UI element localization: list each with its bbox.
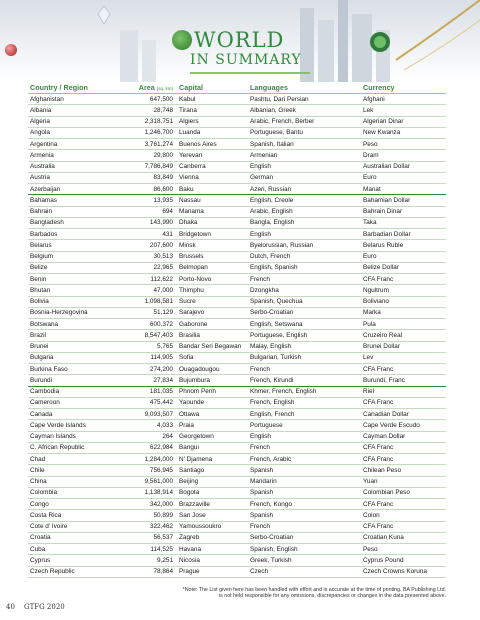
cell-languages: Dutch, French: [250, 253, 291, 261]
cell-currency: Croatian Kuna: [363, 534, 404, 542]
table-row: [28, 353, 446, 364]
page-number: 40: [6, 603, 15, 611]
cell-area: 622,984: [149, 444, 173, 452]
cell-languages: French: [250, 523, 270, 531]
table-row: [28, 117, 446, 128]
cell-currency: Brunei Dollar: [363, 343, 400, 351]
cell-languages: French: [250, 365, 270, 373]
cell-country: Angola: [30, 129, 50, 137]
cell-languages: Portuguese: [250, 421, 283, 429]
table-row: [28, 240, 446, 251]
cell-currency: CFA Franc: [363, 399, 394, 407]
cell-currency: Lev: [363, 354, 374, 362]
cell-area: 600,372: [149, 320, 173, 328]
table-row: [28, 128, 446, 139]
cell-area: 694: [162, 208, 173, 216]
cell-capital: Manama: [179, 208, 204, 216]
table-header-row: [28, 82, 446, 94]
cell-area: 29,800: [153, 151, 173, 159]
cell-languages: Bangla, English: [250, 219, 295, 227]
cell-languages: Arabic, French, Berber: [250, 118, 315, 126]
cell-currency: Yuan: [363, 478, 378, 486]
cell-area: 207,600: [149, 241, 173, 249]
cell-languages: Portuguese, Bantu: [250, 129, 303, 137]
cell-capital: Prague: [179, 568, 200, 576]
header-languages: Languages: [250, 83, 288, 92]
cell-languages: Pashtu, Dari Persian: [250, 95, 309, 103]
cell-area: 83,849: [153, 174, 173, 182]
cell-country: Bosnia-Herzegovina: [30, 309, 88, 317]
cell-currency: Belize Dollar: [363, 264, 399, 272]
cell-area: 27,834: [153, 376, 173, 384]
cell-capital: Thimphu: [179, 286, 204, 294]
cell-currency: Riel: [363, 388, 375, 396]
cell-country: Belarus: [30, 241, 52, 249]
page-header: [0, 0, 480, 82]
cell-country: Albania: [30, 106, 52, 114]
table-row: [28, 488, 446, 499]
table-row: [28, 465, 446, 476]
cell-country: Algeria: [30, 118, 50, 126]
cell-capital: Buenos Aires: [179, 140, 217, 148]
cell-languages: English, Setswana: [250, 320, 303, 328]
cell-currency: Cruzeiro Real: [363, 331, 403, 339]
cell-currency: Bahamian Dollar: [363, 196, 411, 204]
table-row: [28, 274, 446, 285]
cell-country: Armenia: [30, 151, 54, 159]
cell-capital: Canberra: [179, 163, 206, 171]
cell-currency: Peso: [363, 140, 378, 148]
cell-currency: Lek: [363, 106, 374, 114]
header-country: Country / Region: [30, 83, 88, 92]
cell-country: C. African Republic: [30, 444, 85, 452]
cell-languages: Albanian, Greek: [250, 106, 296, 114]
table-row: [28, 139, 446, 150]
cell-languages: Byelorussian, Russian: [250, 241, 314, 249]
header-capital: Capital: [179, 83, 203, 92]
cell-country: Congo: [30, 500, 49, 508]
cell-area: 22,965: [153, 264, 173, 272]
cell-capital: Nassau: [179, 196, 201, 204]
cell-area: 78,864: [153, 568, 173, 576]
cell-languages: Spanish: [250, 466, 274, 474]
cell-country: Cape Verde Islands: [30, 421, 86, 429]
cell-languages: Bulgarian, Turkish: [250, 354, 302, 362]
table-row: [28, 252, 446, 263]
cell-capital: Ottawa: [179, 410, 200, 418]
table-row: [28, 162, 446, 173]
ruby-gem-icon: [5, 44, 17, 56]
footnote-line-2: is not held responsible for any omissions, discrepancies or changes in the data presented above.: [218, 593, 446, 599]
cell-capital: Vienna: [179, 174, 199, 182]
table-row: [28, 555, 446, 566]
cell-capital: Bujumbura: [179, 376, 210, 384]
table-row: [28, 499, 446, 510]
cell-currency: Dram: [363, 151, 379, 159]
cell-currency: Belarus Ruble: [363, 241, 404, 249]
cell-area: 9,251: [157, 556, 173, 564]
cell-languages: Spanish: [250, 489, 274, 497]
cell-capital: Bandar Seri Begawan: [179, 343, 242, 351]
cell-capital: Brasilia: [179, 331, 200, 339]
cell-country: Barbados: [30, 230, 58, 238]
cell-capital: Ouagadougou: [179, 365, 220, 373]
table-row: [28, 184, 446, 195]
table-row: [28, 150, 446, 161]
cell-languages: Serbo-Croatian: [250, 534, 294, 542]
cell-capital: Gaborone: [179, 320, 208, 328]
table-row: [28, 398, 446, 409]
cell-area: 3,761,274: [144, 140, 173, 148]
cell-area: 647,500: [149, 95, 173, 103]
cell-area: 2,318,751: [144, 118, 173, 126]
table-row: [28, 510, 446, 521]
cell-country: Bhutan: [30, 286, 51, 294]
cell-currency: CFA Franc: [363, 500, 394, 508]
cell-area: 1,138,914: [144, 489, 173, 497]
table-row: [28, 454, 446, 465]
cell-area: 264: [162, 433, 173, 441]
cell-area: 143,990: [149, 219, 173, 227]
cell-area: 7,786,849: [144, 163, 173, 171]
header-area-label: Area: [138, 83, 155, 92]
cell-capital: Yamoussoukro: [179, 523, 222, 531]
cell-area: 274,200: [149, 365, 173, 373]
footnote-line-1: *Note: The List given here has been handled with effort and is accurate at the time of printing. BA Publishing Ltd.: [182, 587, 446, 593]
cell-capital: Zagreb: [179, 534, 200, 542]
cell-capital: Yerevan: [179, 151, 203, 159]
cell-country: Bangladesh: [30, 219, 64, 227]
cell-currency: Boliviano: [363, 298, 389, 306]
cell-area: 50,899: [153, 511, 173, 519]
cell-languages: English: [250, 230, 271, 238]
cell-capital: Belmopan: [179, 264, 208, 272]
cell-capital: Luanda: [179, 129, 201, 137]
cell-area: 322,462: [149, 523, 173, 531]
cell-languages: French, English: [250, 399, 295, 407]
cell-capital: Kabul: [179, 95, 196, 103]
cell-country: Brunei: [30, 343, 49, 351]
cell-capital: N' Djamena: [179, 455, 213, 463]
header-area: [124, 83, 176, 92]
cell-area: 86,600: [153, 185, 173, 193]
cell-area: 9,561,000: [144, 478, 173, 486]
table-row: [28, 432, 446, 443]
cell-languages: Greek, Turkish: [250, 556, 292, 564]
cell-languages: English, Creole: [250, 196, 294, 204]
cell-languages: English: [250, 163, 271, 171]
cell-currency: New Kwanza: [363, 129, 401, 137]
table-row: [28, 94, 446, 105]
table-row: [28, 342, 446, 353]
cell-currency: Cyprus Pound: [363, 556, 404, 564]
cell-area: 51,129: [153, 309, 173, 317]
table-row: [28, 522, 446, 533]
cell-area: 28,748: [153, 106, 173, 114]
cell-country: China: [30, 478, 47, 486]
cell-capital: Brazzaville: [179, 500, 210, 508]
table-row: [28, 218, 446, 229]
cell-currency: Czech Crowns Koruna: [363, 568, 427, 576]
cell-currency: Colon: [363, 511, 380, 519]
publication-name: GTFG 2020: [24, 603, 65, 611]
cell-capital: Bangui: [179, 444, 199, 452]
table-row: [28, 364, 446, 375]
cell-country: Chad: [30, 455, 46, 463]
table-row: [28, 308, 446, 319]
table-row: [28, 263, 446, 274]
cell-languages: Mandarin: [250, 478, 277, 486]
cell-capital: Bogota: [179, 489, 200, 497]
table-row: [28, 477, 446, 488]
cell-currency: Colombian Peso: [363, 489, 410, 497]
cell-country: Cameroon: [30, 399, 60, 407]
cell-currency: Taka: [363, 219, 377, 227]
cell-country: Burkina Faso: [30, 365, 68, 373]
cell-languages: Serbo-Croatian: [250, 309, 294, 317]
table-row: [28, 544, 446, 555]
header-currency: Currency: [363, 83, 395, 92]
table-body: [28, 94, 446, 578]
cell-area: 1,098,581: [144, 298, 173, 306]
cell-currency: Manat: [363, 185, 381, 193]
cell-country: Cayman Islands: [30, 433, 76, 441]
cell-capital: Algiers: [179, 118, 199, 126]
cell-capital: Georgetown: [179, 433, 214, 441]
cell-area: 30,513: [153, 253, 173, 261]
cell-country: Chile: [30, 466, 45, 474]
cell-capital: Phnom Penh: [179, 388, 216, 396]
cell-languages: Portuguese, English: [250, 331, 308, 339]
cell-country: Benin: [30, 275, 47, 283]
cell-currency: Algerian Dinar: [363, 118, 404, 126]
cell-country: Australia: [30, 163, 55, 171]
cell-currency: Burundi, Franc: [363, 376, 405, 384]
cell-capital: Tirana: [179, 106, 197, 114]
cell-capital: Yaounde: [179, 399, 205, 407]
title-in-summary: IN SUMMARY: [190, 52, 302, 68]
table-row: [28, 105, 446, 116]
cell-capital: Havana: [179, 545, 202, 553]
cell-languages: German: [250, 174, 274, 182]
cell-currency: Cayman Dollar: [363, 433, 406, 441]
cell-area: 8,547,403: [144, 331, 173, 339]
cell-languages: Spanish, English: [250, 545, 298, 553]
cell-languages: Spanish, Quechua: [250, 298, 303, 306]
cell-country: Croatia: [30, 534, 51, 542]
cell-languages: French: [250, 444, 270, 452]
title-world: WORLD: [194, 28, 285, 52]
cell-country: Bahamas: [30, 196, 57, 204]
cell-currency: Peso: [363, 545, 378, 553]
cell-capital: Baku: [179, 185, 194, 193]
cell-capital: Sofia: [179, 354, 194, 362]
cell-area: 342,000: [149, 500, 173, 508]
cell-languages: Dzongkha: [250, 286, 279, 294]
cell-area: 431: [162, 230, 173, 238]
cell-currency: Chilean Peso: [363, 466, 402, 474]
cell-languages: Armenian: [250, 151, 278, 159]
cell-languages: Czech: [250, 568, 269, 576]
cell-capital: Sucre: [179, 298, 196, 306]
cell-currency: Barbadian Dollar: [363, 230, 411, 238]
table-row: [28, 229, 446, 240]
table-row: [28, 409, 446, 420]
cell-area: 1,246,700: [144, 129, 173, 137]
cell-area: 13,935: [153, 196, 173, 204]
cell-currency: Euro: [363, 253, 377, 261]
cell-languages: English, French: [250, 410, 295, 418]
cell-capital: Porto-Novo: [179, 275, 212, 283]
cell-country: Cote d' Ivoire: [30, 523, 68, 531]
cell-country: Canada: [30, 410, 53, 418]
cell-area: 47,000: [153, 286, 173, 294]
cell-country: Austria: [30, 174, 50, 182]
cell-languages: French: [250, 275, 270, 283]
table-row: [28, 375, 446, 386]
cell-country: Costa Rica: [30, 511, 62, 519]
table-row: [28, 207, 446, 218]
cell-country: Belize: [30, 264, 48, 272]
cell-country: Bulgaria: [30, 354, 54, 362]
footnote: [150, 587, 446, 599]
title-underline: [190, 72, 310, 74]
page-title: [172, 26, 332, 78]
cell-languages: Arabic, English: [250, 208, 293, 216]
cell-currency: Canadian Dollar: [363, 410, 409, 418]
cell-area: 114,525: [150, 545, 173, 553]
table-row: [28, 195, 446, 206]
cell-capital: Beijing: [179, 478, 199, 486]
cell-currency: Marka: [363, 309, 381, 317]
cell-country: Argentina: [30, 140, 58, 148]
cell-capital: Praia: [179, 421, 194, 429]
cell-area: 475,442: [149, 399, 173, 407]
cell-currency: CFA Franc: [363, 455, 394, 463]
cell-languages: French, Kongo: [250, 500, 292, 508]
cell-country: Brazil: [30, 331, 46, 339]
table-row: [28, 319, 446, 330]
table-row: [28, 567, 446, 578]
cell-capital: Brussels: [179, 253, 204, 261]
cell-country: Cuba: [30, 545, 46, 553]
cell-capital: Sarajevo: [179, 309, 205, 317]
cell-currency: Euro: [363, 174, 377, 182]
cell-area: 114,905: [150, 354, 173, 362]
table-row: [28, 330, 446, 341]
table-row: [28, 387, 446, 398]
cell-languages: English: [250, 433, 271, 441]
cell-languages: Azeri, Russian: [250, 185, 292, 193]
cell-country: Bolivia: [30, 298, 49, 306]
globe-icon: [172, 30, 192, 50]
cell-country: Afghanistan: [30, 95, 64, 103]
cell-currency: Pula: [363, 320, 376, 328]
cell-currency: Australian Dollar: [363, 163, 410, 171]
cell-country: Azerbaijan: [30, 185, 61, 193]
cell-languages: French, Arabic: [250, 455, 292, 463]
table-row: [28, 420, 446, 431]
cell-languages: Malay, English: [250, 343, 292, 351]
cell-currency: Bahrain Dinar: [363, 208, 403, 216]
table-row: [28, 443, 446, 454]
cell-languages: French, Kirundi: [250, 376, 294, 384]
cell-area: 9,093,507: [144, 410, 173, 418]
header-area-unit: (sq. km): [156, 86, 173, 91]
cell-country: Czech Republic: [30, 568, 75, 576]
cell-area: 181,035: [149, 388, 173, 396]
cell-area: 112,622: [150, 275, 173, 283]
cell-currency: CFA Franc: [363, 365, 394, 373]
table-row: [28, 297, 446, 308]
cell-languages: English, Spanish: [250, 264, 298, 272]
countries-table: [28, 82, 446, 578]
cell-country: Belgium: [30, 253, 54, 261]
cell-capital: San Jose: [179, 511, 206, 519]
cell-area: 5,765: [157, 343, 173, 351]
cell-currency: CFA Franc: [363, 444, 394, 452]
table-row: [28, 285, 446, 296]
cell-capital: Minsk: [179, 241, 196, 249]
table-row: [28, 533, 446, 544]
cell-country: Burundi: [30, 376, 53, 384]
cell-area: 756,945: [149, 466, 173, 474]
cell-country: Botswana: [30, 320, 59, 328]
table-row: [28, 173, 446, 184]
cell-languages: Spanish: [250, 511, 274, 519]
cell-languages: Spanish, Italian: [250, 140, 294, 148]
cell-capital: Dhaka: [179, 219, 198, 227]
cell-country: Colombia: [30, 489, 57, 497]
cell-currency: CFA Franc: [363, 523, 394, 531]
cell-capital: Santiago: [179, 466, 205, 474]
cell-country: Bahrain: [30, 208, 53, 216]
cell-currency: Cape Verde Escudo: [363, 421, 420, 429]
cell-capital: Nicosia: [179, 556, 200, 564]
cell-area: 4,033: [157, 421, 173, 429]
cell-currency: Afghani: [363, 95, 385, 103]
cell-languages: Khmer, French, English: [250, 388, 317, 396]
cell-currency: Ngultrum: [363, 286, 389, 294]
cell-area: 56,537: [153, 534, 173, 542]
cell-capital: Bridgetown: [179, 230, 211, 238]
cell-country: Cambodia: [30, 388, 60, 396]
cell-area: 1,284,000: [144, 455, 173, 463]
cell-country: Cyprus: [30, 556, 51, 564]
cell-currency: CFA Franc: [363, 275, 394, 283]
